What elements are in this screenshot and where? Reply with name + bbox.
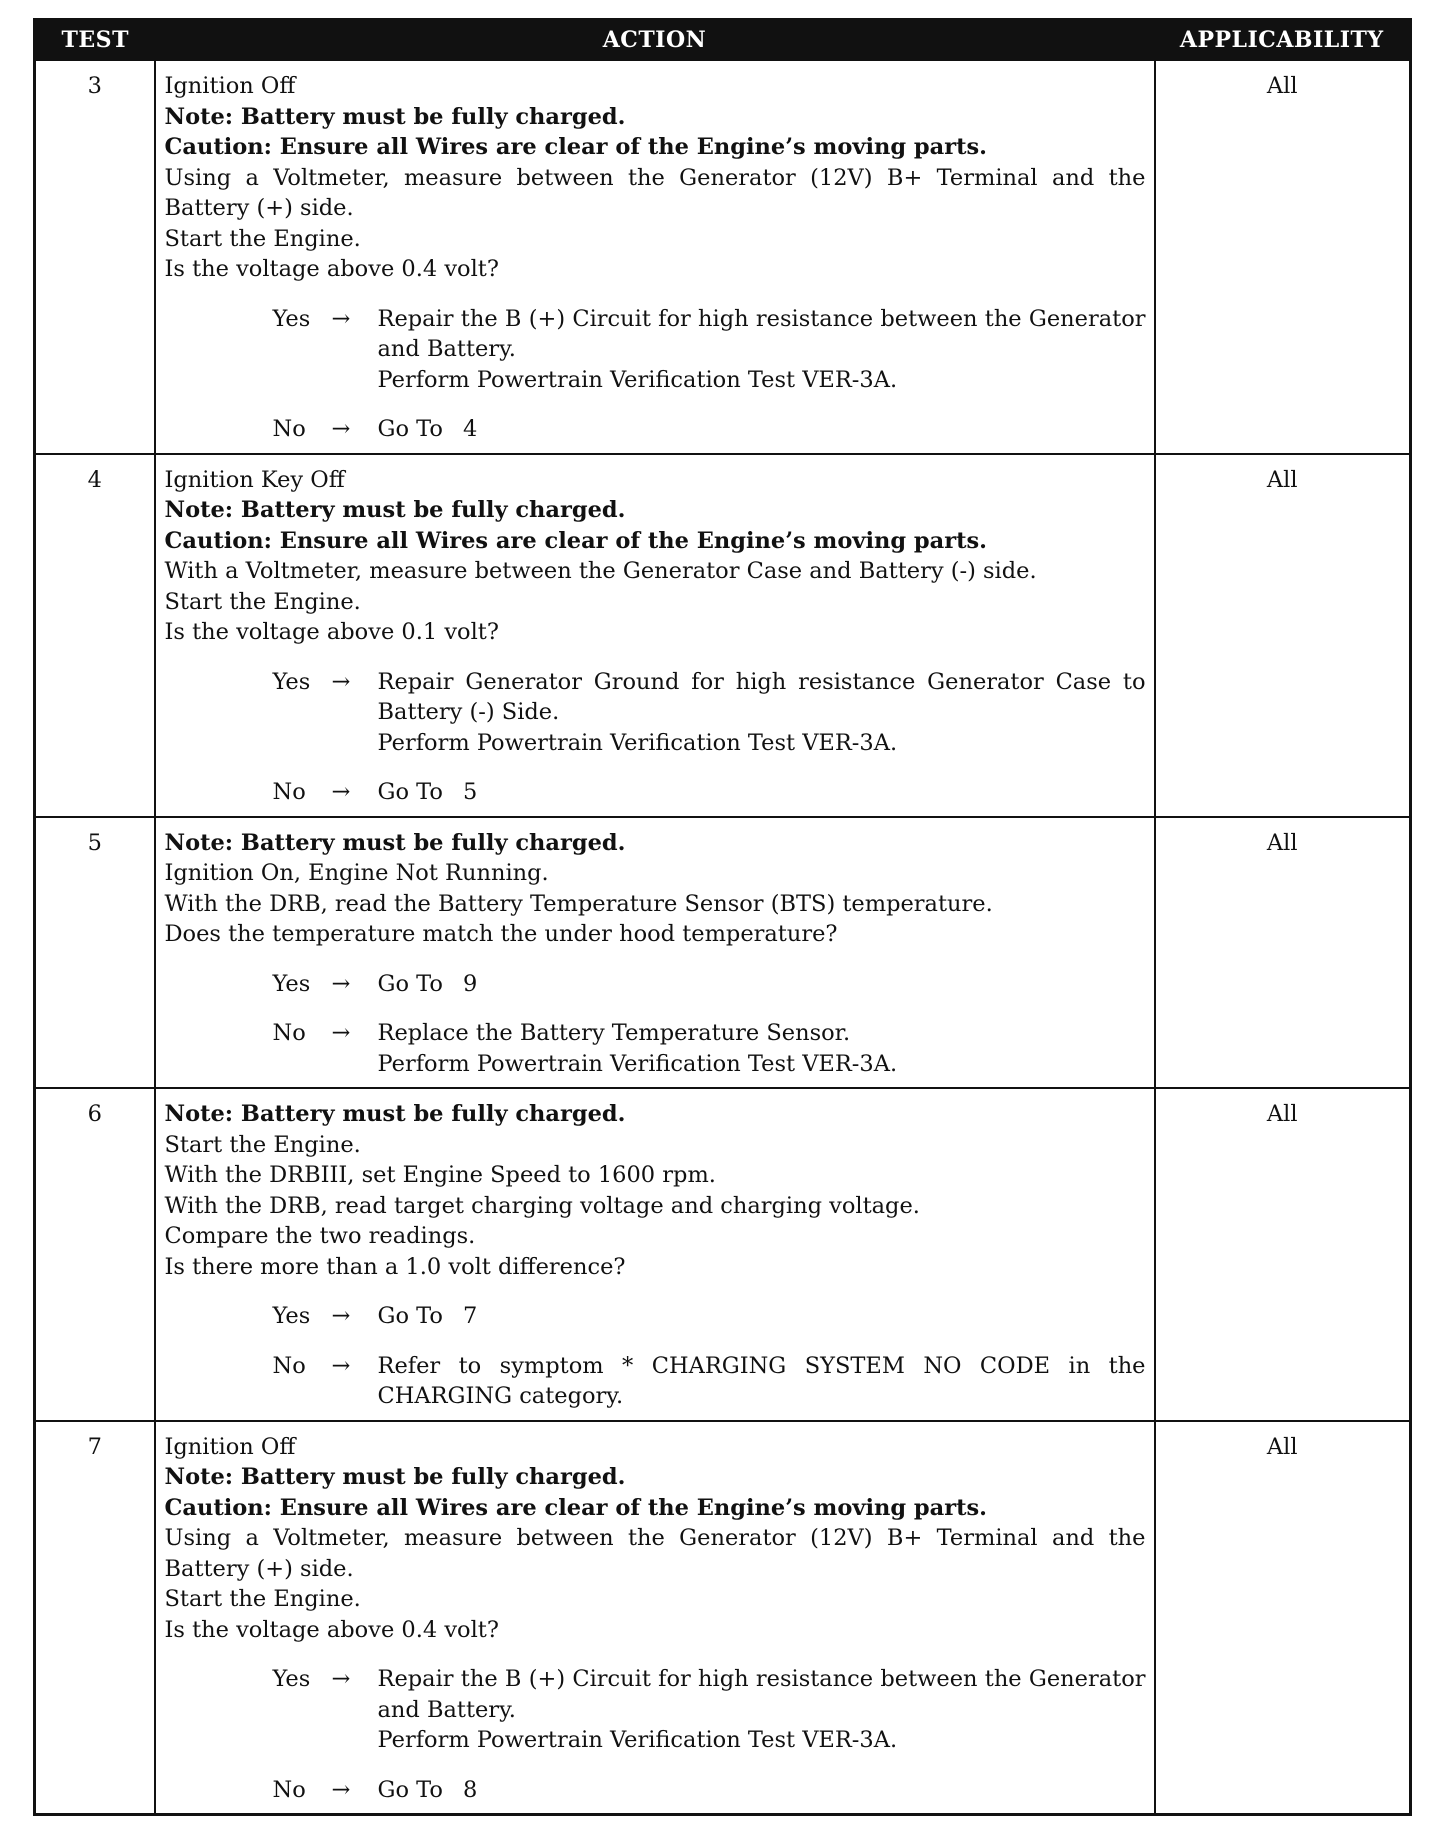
test-number: 5 bbox=[35, 817, 155, 1089]
action-note: Note: Battery must be fully charged. bbox=[164, 1101, 626, 1127]
branch-body bbox=[378, 667, 1146, 759]
goto-text: Go To bbox=[377, 416, 443, 442]
branch-label: No bbox=[272, 1020, 306, 1046]
action-step: Ignition On, Engine Not Running. bbox=[164, 860, 549, 886]
arrow-right-icon: → bbox=[331, 1303, 351, 1329]
branch-label: Yes bbox=[272, 970, 311, 997]
action-step: Start the Engine. bbox=[164, 588, 361, 615]
branch-instruction: Replace the Battery Temperature Sensor. bbox=[377, 1020, 851, 1046]
branch-instruction: Refer to symptom * CHARGING SYSTEM NO CODE in the CHARGING category. bbox=[377, 1352, 1146, 1409]
branch-body bbox=[378, 1775, 1146, 1806]
branch-label: Yes bbox=[272, 668, 311, 695]
action-note: Note: Battery must be fully charged. bbox=[164, 103, 626, 130]
branch-label: No bbox=[272, 779, 306, 805]
action-step: Is there more than a 1.0 volt difference? bbox=[164, 1253, 626, 1280]
branch-yes bbox=[273, 667, 1146, 759]
action-step: Start the Engine. bbox=[164, 1586, 361, 1612]
action-cell bbox=[155, 1421, 1155, 1815]
arrow-right-icon: → bbox=[331, 668, 351, 695]
action-step: With the DRBIII, set Engine Speed to 1600 rpm. bbox=[164, 1162, 716, 1188]
branch-instruction: Perform Powertrain Verification Test VER-3A. bbox=[377, 1050, 898, 1077]
branch-instruction: Perform Powertrain Verification Test VER-3A. bbox=[377, 1727, 898, 1753]
arrow-right-icon: → bbox=[331, 1352, 351, 1379]
header-action: ACTION bbox=[155, 20, 1155, 61]
branch-no bbox=[273, 777, 1146, 808]
header-test: TEST bbox=[35, 20, 155, 61]
branch-instruction: Perform Powertrain Verification Test VER-3A. bbox=[377, 366, 898, 393]
action-step: Ignition Off bbox=[164, 1433, 296, 1460]
applicability: All bbox=[1155, 1088, 1411, 1421]
action-cell bbox=[155, 817, 1155, 1089]
action-step: Is the voltage above 0.4 volt? bbox=[164, 1616, 499, 1643]
action-step: Compare the two readings. bbox=[164, 1223, 476, 1249]
branch-no bbox=[273, 1775, 1146, 1806]
arrow-right-icon: → bbox=[331, 416, 351, 442]
branch-label: Yes bbox=[272, 1666, 311, 1692]
action-note: Caution: Ensure all Wires are clear of the Engine’s moving parts. bbox=[164, 1494, 987, 1521]
test-number: 7 bbox=[35, 1421, 155, 1815]
table-body bbox=[35, 60, 1411, 1815]
action-note: Caution: Ensure all Wires are clear of the Engine’s moving parts. bbox=[164, 527, 987, 554]
action-note: Caution: Ensure all Wires are clear of the Engine’s moving parts. bbox=[164, 134, 987, 160]
action-cell bbox=[155, 1088, 1155, 1421]
branch-no bbox=[273, 1018, 1146, 1079]
action-note: Note: Battery must be fully charged. bbox=[164, 1464, 626, 1490]
table-row bbox=[35, 817, 1411, 1089]
branch-body bbox=[378, 777, 1146, 808]
applicability: All bbox=[1155, 817, 1411, 1089]
branch-body bbox=[378, 1018, 1146, 1079]
goto-test-number: 5 bbox=[462, 779, 478, 805]
branch-label: No bbox=[272, 1352, 306, 1379]
arrow-right-icon: → bbox=[331, 1666, 351, 1692]
header-row bbox=[35, 20, 1411, 61]
action-cell bbox=[155, 60, 1155, 454]
action-step: Using a Voltmeter, measure between the Generator (12V) B+ Terminal and the Battery (+) side. bbox=[164, 1525, 1146, 1582]
action-step: Start the Engine. bbox=[164, 1131, 361, 1158]
action-step: With a Voltmeter, measure between the Generator Case and Battery (-) side. bbox=[164, 558, 1037, 584]
goto-test-number: 7 bbox=[462, 1303, 478, 1329]
goto-text: Go To bbox=[377, 779, 443, 805]
action-step: Using a Voltmeter, measure between the Generator (12V) B+ Terminal and the Battery (+) side. bbox=[164, 164, 1146, 221]
arrow-right-icon: → bbox=[331, 970, 351, 997]
branch-body bbox=[378, 414, 1146, 445]
goto-text: Go To bbox=[377, 1776, 443, 1803]
branch-instruction: Repair Generator Ground for high resistance Generator Case to Battery (-) Side. bbox=[377, 668, 1146, 725]
applicability: All bbox=[1155, 60, 1411, 454]
action-step: With the DRB, read target charging voltage and charging voltage. bbox=[164, 1192, 920, 1219]
header-applicability: APPLICABILITY bbox=[1155, 20, 1411, 61]
action-cell bbox=[155, 454, 1155, 817]
diagnostic-test-table bbox=[33, 18, 1412, 1816]
action-step: With the DRB, read the Battery Temperature Sensor (BTS) temperature. bbox=[164, 890, 993, 917]
branch-label: No bbox=[272, 1776, 306, 1803]
test-number: 4 bbox=[35, 454, 155, 817]
branch-body bbox=[378, 1664, 1146, 1756]
branch-instruction: Repair the B (+) Circuit for high resistance between the Generator and Battery. bbox=[377, 305, 1146, 362]
branch-label: Yes bbox=[272, 1303, 311, 1329]
action-note: Note: Battery must be fully charged. bbox=[164, 497, 626, 523]
table-row bbox=[35, 1088, 1411, 1421]
action-step: Ignition Key Off bbox=[164, 466, 345, 493]
branch-instruction: Perform Powertrain Verification Test VER-3A. bbox=[377, 729, 898, 756]
goto-test-number: 8 bbox=[462, 1776, 478, 1803]
arrow-right-icon: → bbox=[331, 1776, 351, 1803]
branch-body bbox=[378, 969, 1146, 1000]
goto-test-number: 4 bbox=[462, 416, 478, 442]
action-step: Does the temperature match the under hood temperature? bbox=[164, 921, 838, 947]
action-step: Is the voltage above 0.1 volt? bbox=[164, 619, 499, 645]
branch-label: Yes bbox=[272, 305, 311, 332]
applicability: All bbox=[1155, 1421, 1411, 1815]
table-header bbox=[35, 20, 1411, 61]
test-number: 3 bbox=[35, 60, 155, 454]
action-step: Ignition Off bbox=[164, 73, 296, 99]
goto-text: Go To bbox=[377, 1303, 443, 1329]
table-row bbox=[35, 60, 1411, 454]
branch-body bbox=[378, 1351, 1146, 1412]
table-row bbox=[35, 454, 1411, 817]
test-number: 6 bbox=[35, 1088, 155, 1421]
branch-yes bbox=[273, 304, 1146, 396]
branch-instruction: Repair the B (+) Circuit for high resistance between the Generator and Battery. bbox=[377, 1666, 1146, 1723]
goto-test-number: 9 bbox=[462, 970, 478, 997]
arrow-right-icon: → bbox=[331, 305, 351, 332]
branch-label: No bbox=[272, 416, 306, 442]
applicability: All bbox=[1155, 454, 1411, 817]
action-step: Is the voltage above 0.4 volt? bbox=[164, 256, 499, 282]
action-step: Start the Engine. bbox=[164, 225, 361, 252]
branch-yes bbox=[273, 969, 1146, 1000]
branch-yes bbox=[273, 1301, 1146, 1332]
table-row bbox=[35, 1421, 1411, 1815]
branch-body bbox=[378, 1301, 1146, 1332]
branch-yes bbox=[273, 1664, 1146, 1756]
branch-no bbox=[273, 414, 1146, 445]
arrow-right-icon: → bbox=[331, 779, 351, 805]
branch-no bbox=[273, 1351, 1146, 1412]
goto-text: Go To bbox=[377, 970, 443, 997]
action-note: Note: Battery must be fully charged. bbox=[164, 829, 626, 856]
arrow-right-icon: → bbox=[331, 1020, 351, 1046]
branch-body bbox=[378, 304, 1146, 396]
